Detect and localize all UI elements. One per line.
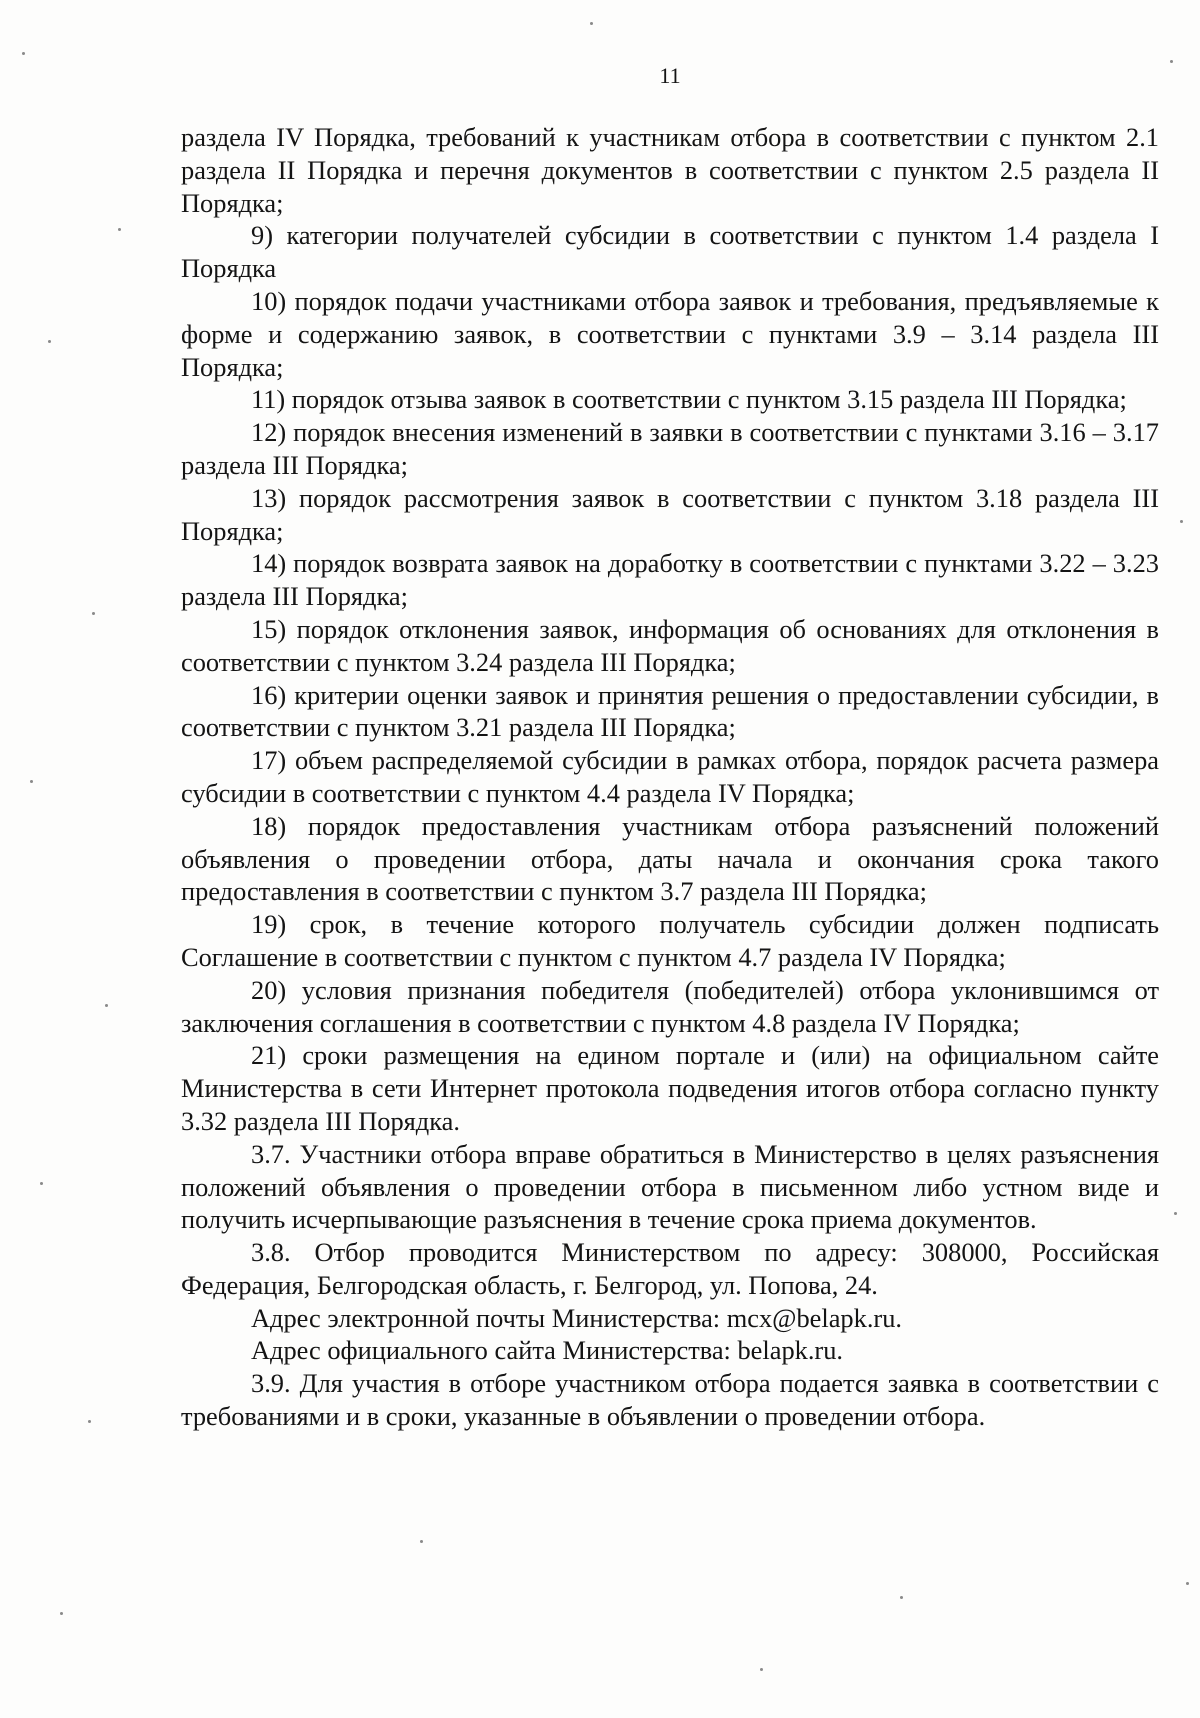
clause-3-9: 3.9. Для участия в отборе участником отбора подается заявка в соответствии с требованиями и в сроки, указанные в объявлении о проведении отбора. bbox=[181, 1368, 1159, 1432]
list-item-19: 19) срок, в течение которого получатель субсидии должен подписать Соглашение в соответствии с пунктом с пунктом 4.7 раздела IV Порядка; bbox=[181, 909, 1159, 972]
list-item-18: 18) порядок предоставления участникам отбора разъяснений положений объявления о проведении отбора, даты начала и окончания срока такого предоставления в соответствии с пунктом 3.7 раздела III Порядка; bbox=[181, 810, 1159, 907]
email-address-line: Адрес электронной почты Министерства: mcx@belapk.ru. bbox=[251, 1302, 903, 1333]
list-item-17: 17) объем распределяемой субсидии в рамках отбора, порядок расчета размера субсидии в соответствии с пунктом 4.4 раздела IV Порядка; bbox=[181, 745, 1159, 808]
list-item-16: 16) критерии оценки заявок и принятия решения о предоставлении субсидии, в соответствии с пунктом 3.21 раздела III Порядка; bbox=[181, 679, 1159, 743]
scan-speck bbox=[118, 228, 121, 231]
scan-speck bbox=[420, 1540, 423, 1543]
scan-speck bbox=[760, 1668, 763, 1671]
list-item-14: 14) порядок возврата заявок на доработку в соответствии с пунктами 3.22 – 3.23 раздела III Порядка; bbox=[181, 548, 1159, 612]
scan-speck bbox=[92, 612, 95, 615]
list-item-9: 9) категории получателей субсидии в соответствии с пунктом 1.4 раздела I Порядка bbox=[181, 220, 1159, 284]
scan-speck bbox=[590, 22, 593, 25]
page-number: 11 bbox=[659, 63, 681, 88]
scan-speck bbox=[22, 52, 25, 55]
scan-speck bbox=[105, 1004, 108, 1007]
list-item-13: 13) порядок рассмотрения заявок в соответствии с пунктом 3.18 раздела III Порядка; bbox=[181, 482, 1159, 546]
scan-speck bbox=[1174, 1212, 1177, 1215]
scan-speck bbox=[1170, 60, 1173, 63]
scan-speck bbox=[88, 1420, 91, 1423]
clause-3-8: 3.8. Отбор проводится Министерством по адресу: 308000, Российская Федерация, Белгородская область, г. Белгород, ул. Попова, 24. bbox=[181, 1237, 1159, 1300]
scan-speck bbox=[1180, 520, 1183, 523]
clause-3-7: 3.7. Участники отбора вправе обратиться в Министерство в целях разъяснения положений объявления о проведении отбора в письменном либо устном виде и получить исчерпывающие разъяснения в течение срока приема документов. bbox=[181, 1138, 1159, 1235]
scan-speck bbox=[30, 780, 33, 783]
list-item-11: 11) порядок отзыва заявок в соответствии с пунктом 3.15 раздела III Порядка; bbox=[251, 384, 1127, 415]
scan-speck bbox=[48, 340, 51, 343]
list-item-15: 15) порядок отклонения заявок, информация об основаниях для отклонения в соответствии с пунктом 3.24 раздела III Порядка; bbox=[181, 613, 1159, 677]
list-item-10: 10) порядок подачи участниками отбора заявок и требования, предъявляемые к форме и содержанию заявок, в соответствии с пунктами 3.9 – 3.14 раздела III Порядка; bbox=[181, 285, 1159, 382]
list-item-12: 12) порядок внесения изменений в заявки в соответствии с пунктами 3.16 – 3.17 раздела III Порядка; bbox=[181, 417, 1159, 480]
scan-speck bbox=[40, 1182, 43, 1185]
document-body bbox=[181, 121, 1159, 1433]
website-address-line: Адрес официального сайта Министерства: belapk.ru. bbox=[251, 1335, 844, 1366]
list-item-21: 21) сроки размещения на едином портале и (или) на официальном сайте Министерства в сети Интернет протокола подведения итогов отбора согласно пункту 3.32 раздела III Порядка. bbox=[181, 1040, 1159, 1136]
scan-speck bbox=[900, 1596, 903, 1599]
paragraph-continuation: раздела IV Порядка, требований к участникам отбора в соответствии с пунктом 2.1 раздела II Порядка и перечня документов в соответствии с пунктом 2.5 раздела II Порядка; bbox=[181, 122, 1159, 218]
scan-speck bbox=[1186, 1582, 1189, 1585]
scan-speck bbox=[60, 1612, 63, 1615]
list-item-20: 20) условия признания победителя (победителей) отбора уклонившимся от заключения соглашения в соответствии с пунктом 4.8 раздела IV Порядка; bbox=[181, 974, 1159, 1038]
